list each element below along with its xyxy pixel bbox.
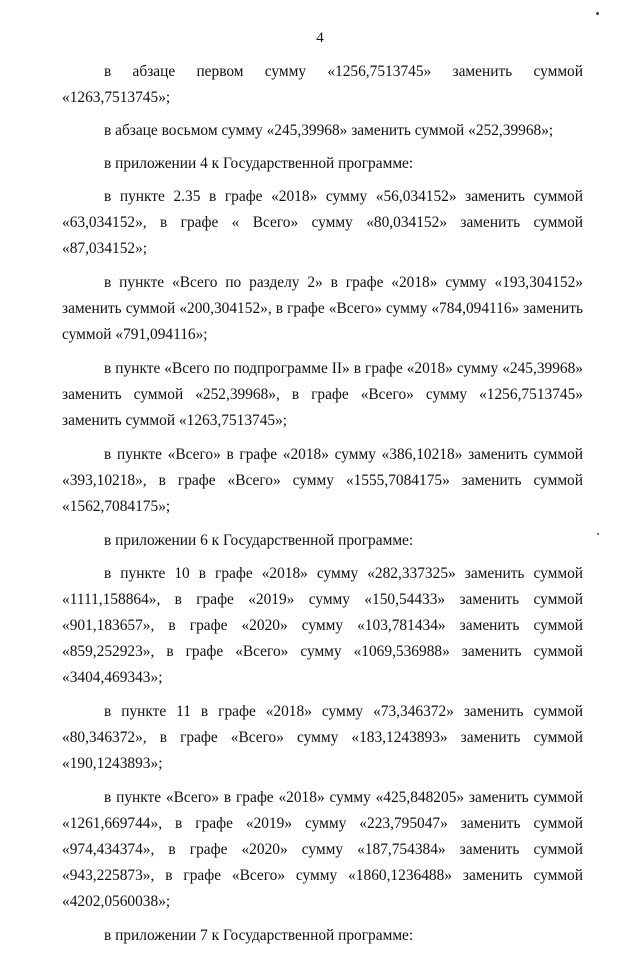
paragraph: в пункте 11 в графе «2018» сумму «73,346372» заменить суммой «80,346372», в графе «Всего» сумму «183,1243893» заменить суммой «190,1243893»; [62, 703, 583, 772]
paragraph: в пункте «Всего» в графе «2018» сумму «425,848205» заменить суммой «1261,669744», в графе «2019» сумму «223,795047» заменить суммой «974,434374», в графе «2020» сумму «187,754384» заменить суммой «943,225873», в графе «Всего» сумму «1860,1236488» заменить суммой «4202,0560038»; [62, 789, 583, 910]
paragraph: в пункте «Всего» в графе «2018» сумму «386,10218» заменить суммой «393,10218», в графе «Всего» сумму «1555,7084175» заменить суммой «1562,7084175»; [62, 446, 583, 515]
paragraph: в пункте 10 в графе «2018» сумму «282,337325» заменить суммой «1111,158864», в графе «2019» сумму «150,54433» заменить суммой «901,183657», в графе «2020» сумму «103,781434» заменить суммой «859,252923», в графе «Всего» сумму «1069,536988» заменить суммой «3404,469343»; [62, 565, 583, 686]
document-body [62, 59, 583, 956]
paragraph: в пункте 2.35 в графе «2018» сумму «56,034152» заменить суммой «63,034152», в графе « Всего» сумму «80,034152» заменить суммой «87,034152»; [62, 188, 583, 257]
scan-speck [597, 533, 599, 535]
page-number: 4 [316, 30, 324, 46]
paragraph: в пункте «Всего по подпрограмме II» в графе «2018» сумму «245,39968» заменить суммой «252,39968», в графе «Всего» сумму «1256,7513745» заменить суммой «1263,7513745»; [62, 360, 583, 429]
paragraph: в абзаце восьмом сумму «245,39968» заменить суммой «252,39968»; [104, 122, 554, 139]
paragraph: в приложении 4 к Государственной программе: [104, 155, 414, 172]
paragraph: в приложении 7 к Государственной программе: [104, 927, 414, 944]
scan-speck [596, 12, 599, 15]
paragraph: в абзаце первом сумму «1256,7513745» заменить суммой «1263,7513745»; [62, 63, 583, 106]
paragraph: в пункте «Всего по разделу 2» в графе «2018» сумму «193,304152» заменить суммой «200,304152», в графе «Всего» сумму «784,094116» заменить суммой «791,094116»; [62, 274, 583, 343]
paragraph: в приложении 6 к Государственной программе: [104, 532, 414, 549]
